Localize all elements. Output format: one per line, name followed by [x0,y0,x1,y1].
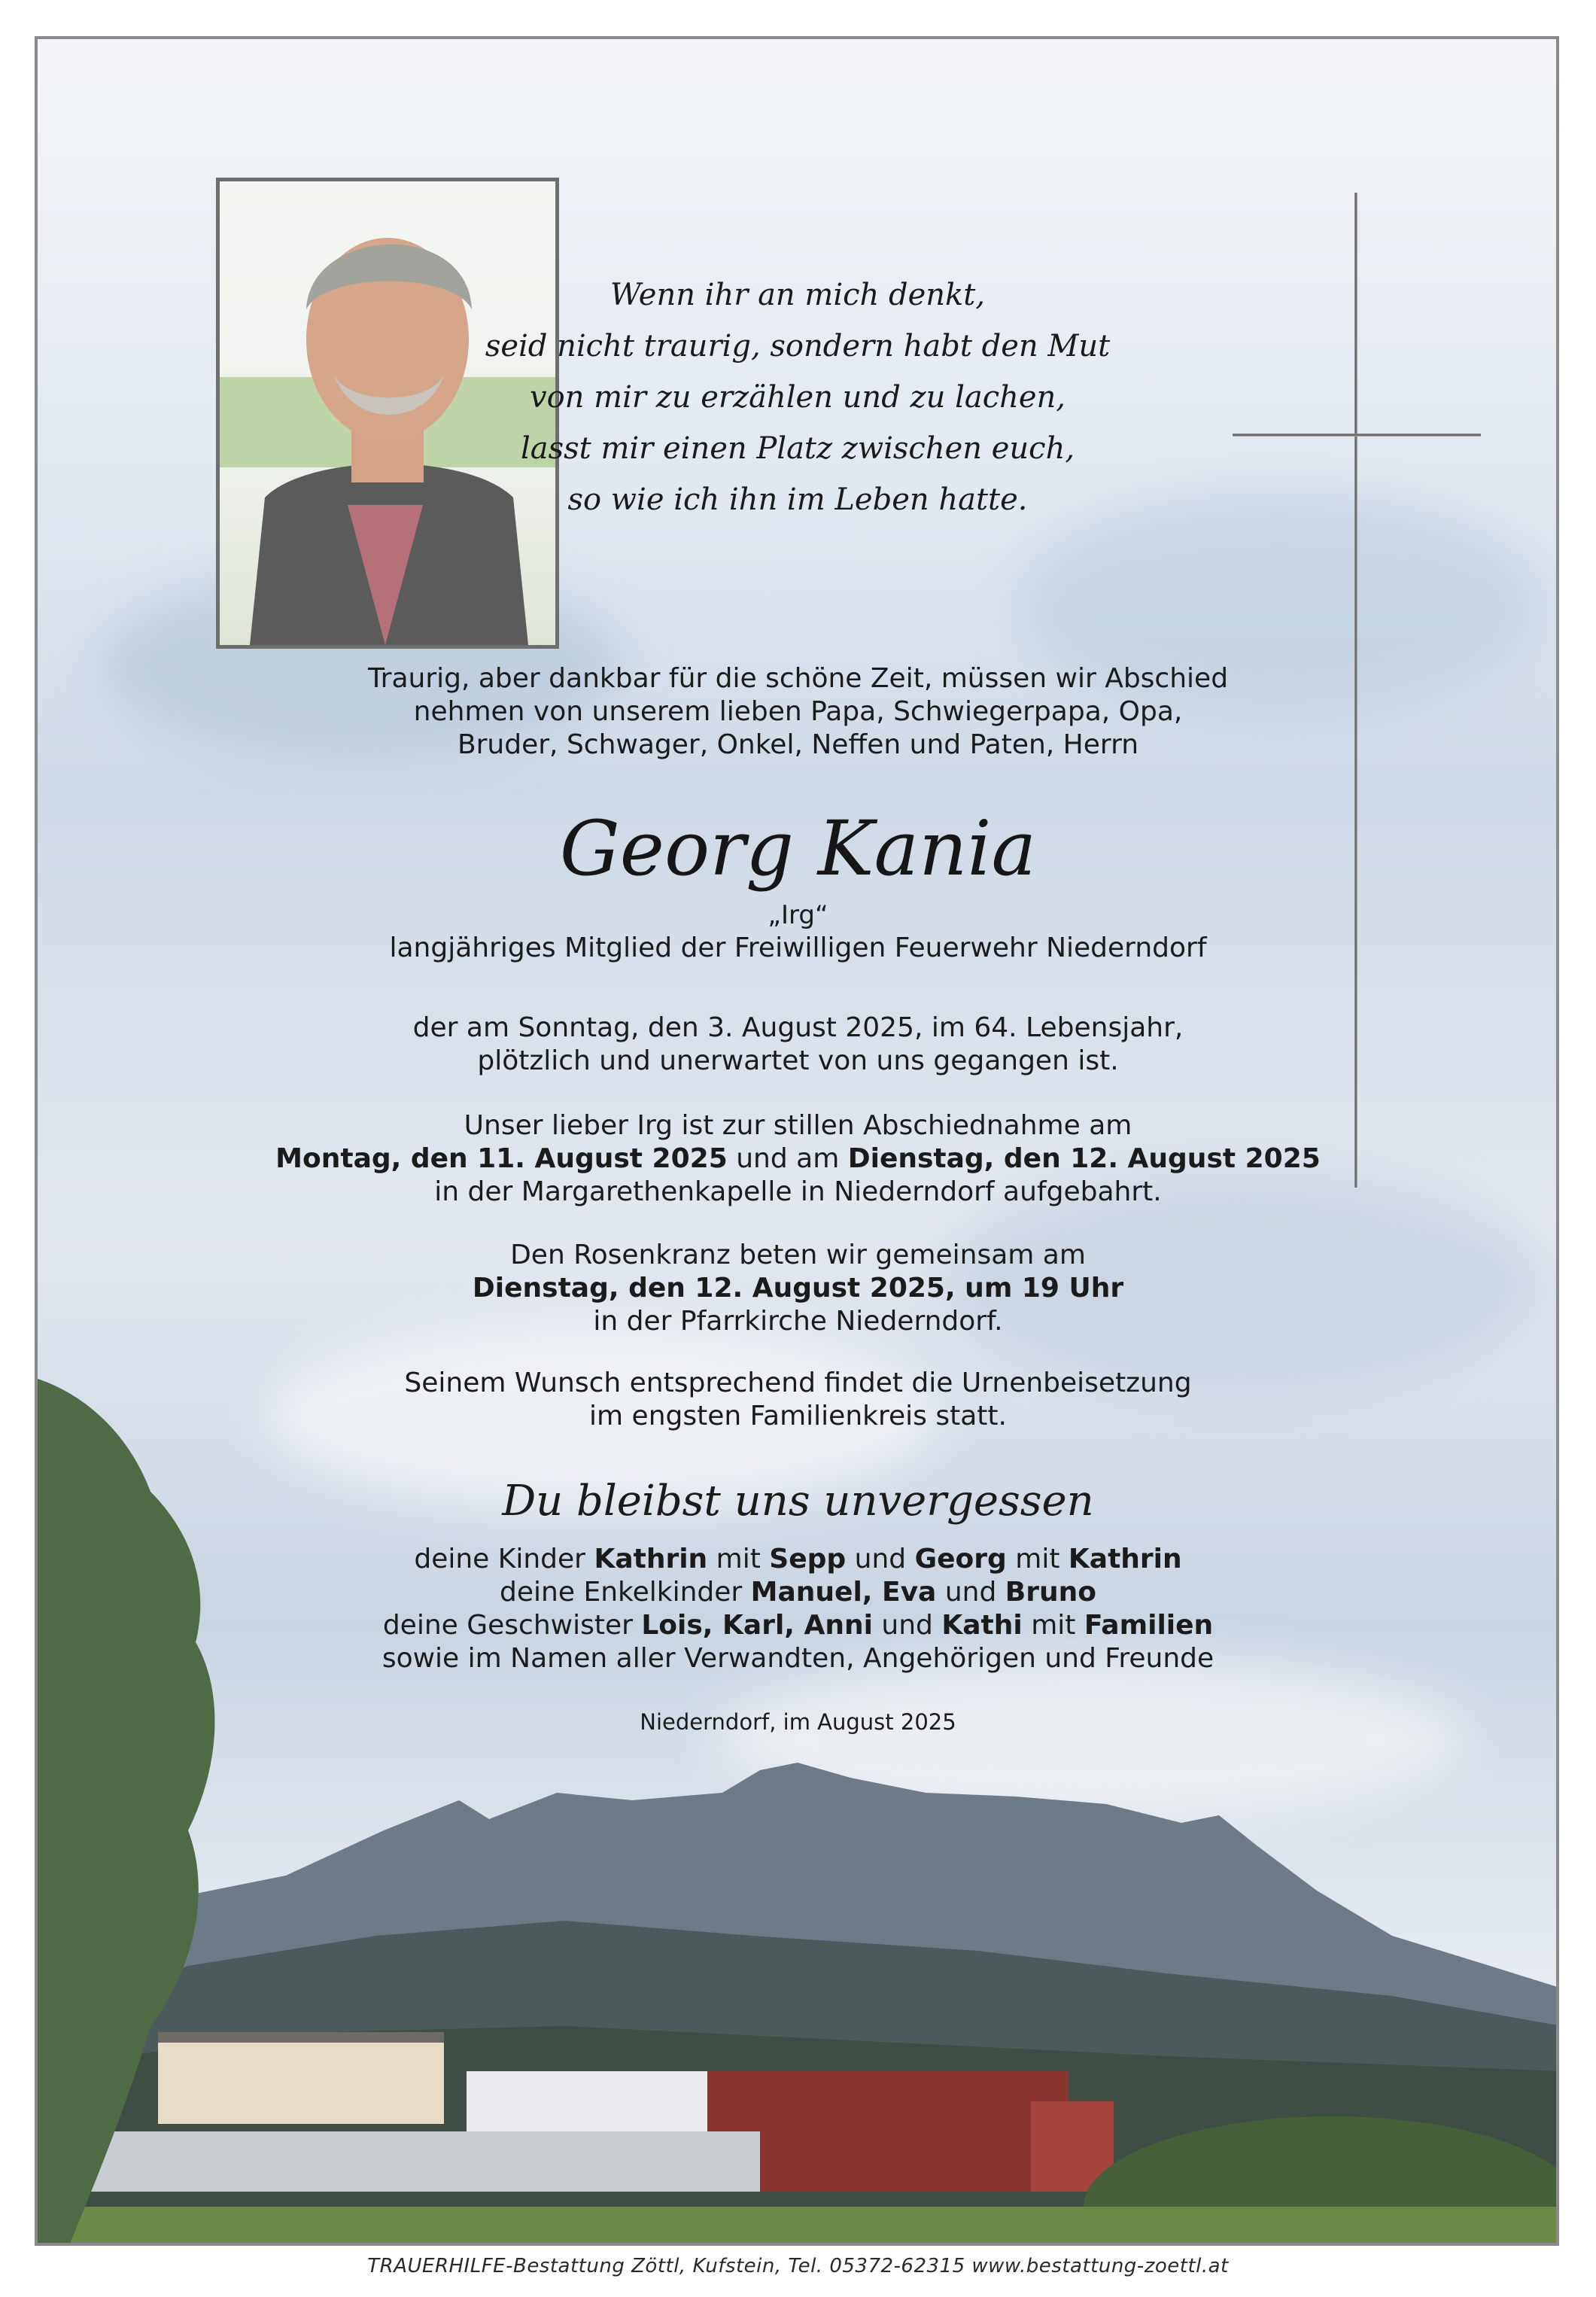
word-und: und [944,1577,997,1608]
cross-horizontal [1233,434,1481,437]
viewing-line: Unser lieber Irg ist zur stillen Abschiednahme am [464,1110,1132,1141]
intro-text [0,662,1596,762]
death-line: plötzlich und unerwartet von uns gegangen ist. [477,1045,1119,1076]
siblings-prefix: deine Geschwister [382,1610,633,1641]
grandchild-name: Bruno [1005,1577,1096,1608]
meadow [38,2207,1559,2246]
rosary-date: Dienstag, den 12. August 2025, um 19 Uhr [472,1273,1124,1304]
child-name: Georg [914,1544,1007,1574]
word-mit: mit [1015,1544,1060,1574]
building-red [707,2071,1069,2192]
burial-notice [0,1367,1596,1433]
siblings-names: Lois, Karl, Anni [641,1610,873,1641]
intro-line: Traurig, aber dankbar für die schöne Zeit, müssen wir Abschied [367,663,1229,694]
word-und: und [854,1544,907,1574]
building-left-roof [158,2032,444,2043]
deceased-name: Georg Kania [559,805,1037,893]
poem-line: seid nicht traurig, sondern habt den Mut [485,329,1111,364]
child-name: Kathrin [594,1544,708,1574]
viewing-date-1: Montag, den 11. August 2025 [275,1143,728,1174]
grandchildren-line [0,1576,1596,1609]
rosary-line: Den Rosenkranz beten wir gemeinsam am [510,1240,1086,1270]
poem-line: Wenn ihr an mich denkt, [610,278,986,312]
word-mit: mit [1031,1610,1076,1641]
viewing-dates [0,1142,1596,1176]
viewing-date-2: Dienstag, den 12. August 2025 [847,1143,1321,1174]
burial-line: Seinem Wunsch entsprechend findet die Urnenbeisetzung [404,1368,1192,1398]
siblings-line [0,1609,1596,1642]
burial-line: im engsten Familienkreis statt. [589,1401,1007,1431]
word-und: und [881,1610,933,1641]
poem-line: lasst mir einen Platz zwischen euch, [520,431,1075,466]
hall-long [83,2131,760,2192]
poem-line: so wie ich ihn im Leben hatte. [567,482,1028,517]
rosary-notice [0,1239,1596,1338]
funeral-home-footer: TRAUERHILFE-Bestattung Zöttl, Kufstein, Tel. 05372-62315 www.bestattung-zoettl.at [367,2255,1229,2277]
relatives-line: sowie im Namen aller Verwandten, Angehörigen und Freunde [382,1643,1214,1674]
poem [482,269,1114,525]
death-notice [0,1012,1596,1078]
membership-line: langjähriges Mitglied der Freiwilligen Feuerwehr Niederndorf [389,932,1207,963]
grandchildren-names: Manuel, Eva [750,1577,937,1608]
rosary-location: in der Pfarrkirche Niederndorf. [593,1306,1003,1337]
partner-name: Kathrin [1068,1544,1182,1574]
viewing-location: in der Margarethenkapelle in Niederndorf aufgebahrt. [434,1176,1162,1207]
word-mit: mit [716,1544,761,1574]
partner-name: Sepp [769,1544,847,1574]
poem-line: von mir zu erzählen und zu lachen, [529,380,1066,415]
place-date: Niederndorf, im August 2025 [640,1709,956,1735]
children-prefix: deine Kinder [414,1544,585,1574]
sibling-name: Kathi [941,1610,1023,1641]
families-word: Familien [1084,1610,1214,1641]
death-line: der am Sonntag, den 3. August 2025, im 64. Lebensjahr, [412,1012,1184,1043]
grandchildren-prefix: deine Enkelkinder [500,1577,743,1608]
motto: Du bleibst uns unvergessen [502,1477,1094,1526]
children-line [0,1543,1596,1576]
deceased-nickname: „Irg“ [768,900,828,930]
intro-line: nehmen von unserem lieben Papa, Schwiegerpapa, Opa, [413,696,1183,727]
intro-line: Bruder, Schwager, Onkel, Neffen und Paten, Herrn [457,729,1139,760]
viewing-connector: und am [736,1143,840,1174]
signers [0,1543,1596,1675]
building-left [158,2041,444,2124]
viewing-notice [0,1109,1596,1209]
